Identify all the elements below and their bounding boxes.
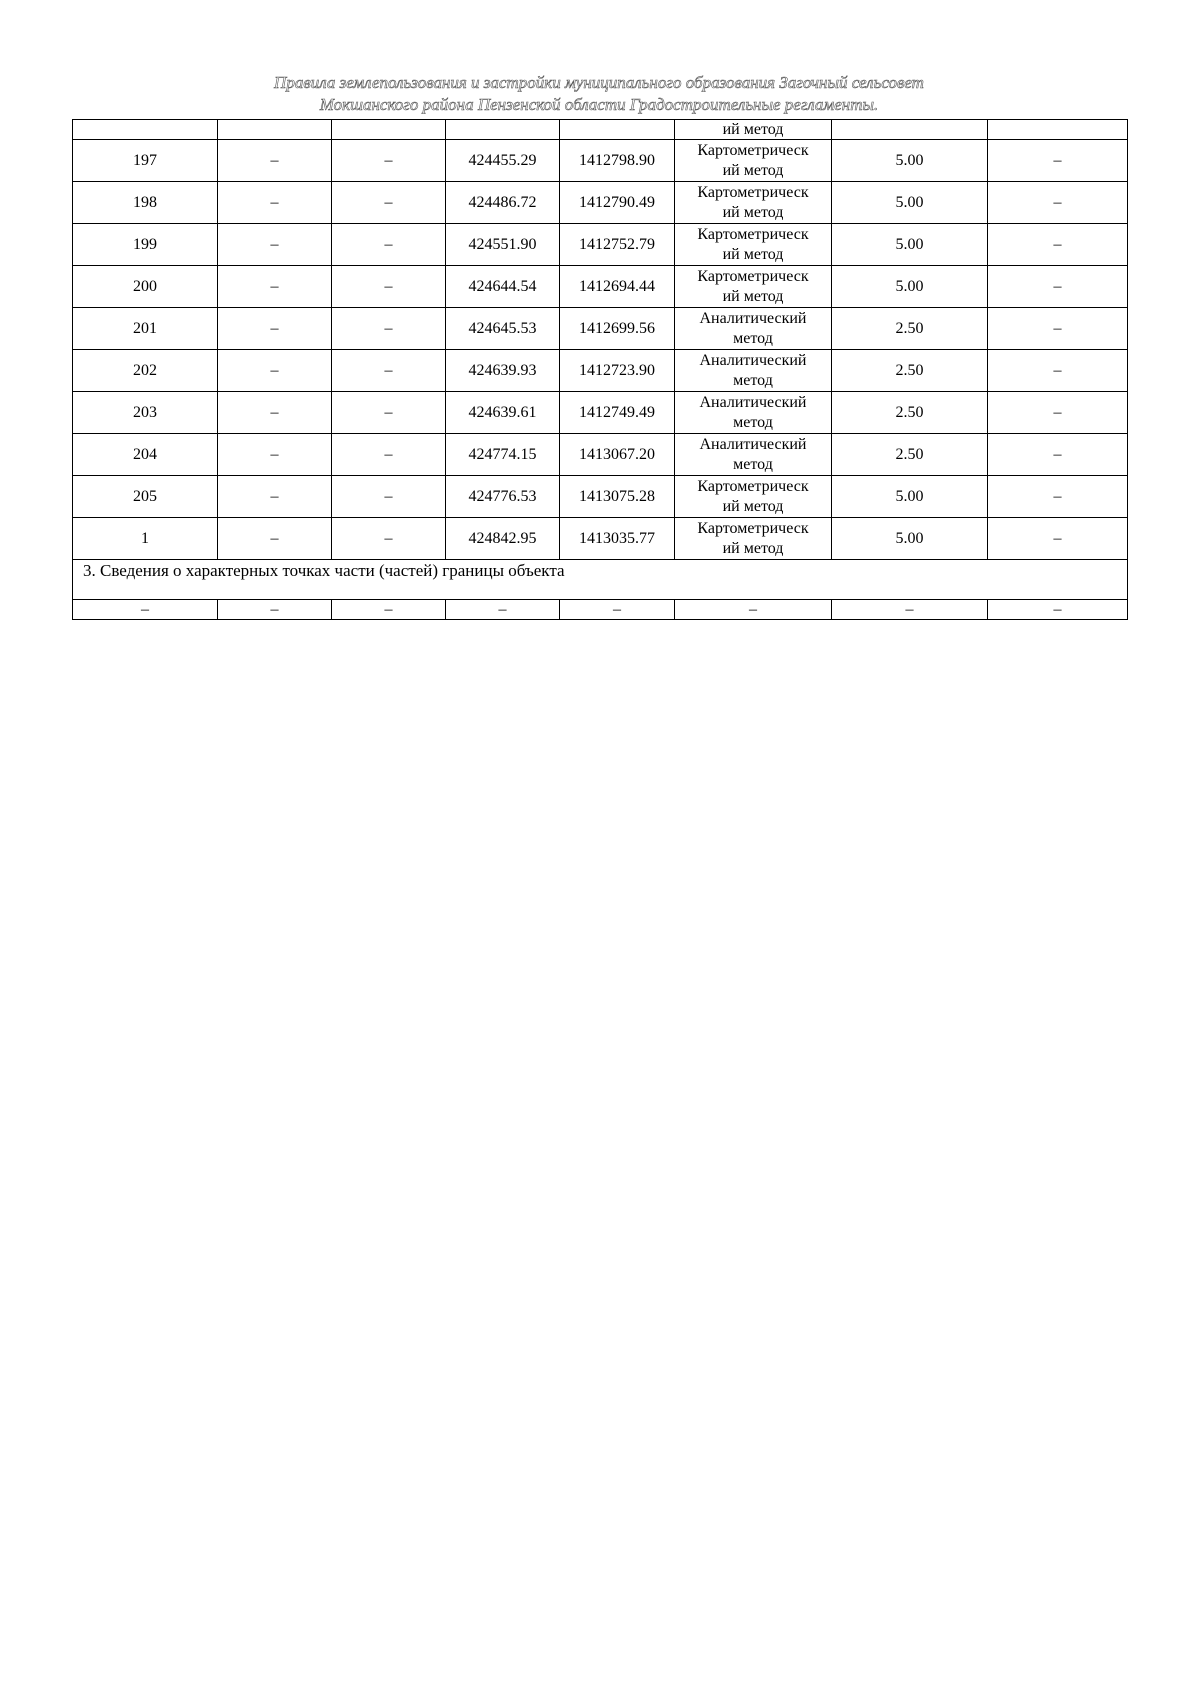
y-coordinate-cell: 1412694.44	[560, 266, 675, 308]
method-cell	[675, 476, 832, 518]
table-cell: –	[332, 600, 446, 620]
table-row	[73, 266, 1128, 308]
table-cell	[218, 120, 332, 140]
table-row	[73, 476, 1128, 518]
method-cell	[675, 140, 832, 182]
method-line-2: метод	[733, 371, 773, 389]
table-row	[73, 224, 1128, 266]
boundary-points-table	[72, 119, 1128, 620]
method-line-2: ий метод	[722, 497, 784, 515]
method-line-1: Картометрическ	[697, 267, 809, 285]
table-row	[73, 182, 1128, 224]
table-row	[73, 308, 1128, 350]
x-coordinate-cell: 424639.93	[446, 350, 560, 392]
accuracy-cell: 2.50	[832, 392, 988, 434]
y-coordinate-cell: 1412749.49	[560, 392, 675, 434]
table-cell: –	[218, 350, 332, 392]
y-coordinate-cell: 1412790.49	[560, 182, 675, 224]
table-cell: ий метод	[675, 120, 832, 140]
table-cell: –	[73, 600, 218, 620]
method-cell	[675, 266, 832, 308]
method-cell	[675, 392, 832, 434]
method-line-1: Картометрическ	[697, 183, 809, 201]
table-cell: –	[988, 350, 1128, 392]
y-coordinate-cell: 1412752.79	[560, 224, 675, 266]
x-coordinate-cell: 424774.15	[446, 434, 560, 476]
point-number-cell: 204	[73, 434, 218, 476]
table-row	[73, 392, 1128, 434]
table-cell	[73, 120, 218, 140]
table-cell: –	[332, 518, 446, 560]
point-number-cell: 197	[73, 140, 218, 182]
table-cell: –	[332, 266, 446, 308]
point-number-cell: 202	[73, 350, 218, 392]
table-cell: –	[218, 600, 332, 620]
x-coordinate-cell: 424639.61	[446, 392, 560, 434]
table-cell: –	[218, 182, 332, 224]
accuracy-cell: 5.00	[832, 518, 988, 560]
table-cell: –	[332, 434, 446, 476]
method-line-1: Картометрическ	[697, 519, 809, 537]
accuracy-cell: 2.50	[832, 308, 988, 350]
table-cell: –	[988, 308, 1128, 350]
table-row	[73, 518, 1128, 560]
y-coordinate-cell: 1412798.90	[560, 140, 675, 182]
table-row	[73, 434, 1128, 476]
x-coordinate-cell: 424842.95	[446, 518, 560, 560]
table-cell: –	[988, 182, 1128, 224]
table-cell: –	[332, 350, 446, 392]
table-cell: –	[218, 476, 332, 518]
point-number-cell: 205	[73, 476, 218, 518]
continuation-row	[73, 120, 1128, 140]
x-coordinate-cell: 424455.29	[446, 140, 560, 182]
table-cell	[988, 120, 1128, 140]
method-line-2: ий метод	[722, 161, 784, 179]
table-cell: –	[988, 140, 1128, 182]
header-line-2: Мокшанского района Пензенской области Градостроительные регламенты.	[319, 95, 879, 114]
table-cell: –	[988, 224, 1128, 266]
y-coordinate-cell: 1413075.28	[560, 476, 675, 518]
table-cell	[332, 120, 446, 140]
x-coordinate-cell: 424645.53	[446, 308, 560, 350]
method-cell	[675, 518, 832, 560]
table-cell: –	[988, 476, 1128, 518]
x-coordinate-cell: 424551.90	[446, 224, 560, 266]
accuracy-cell: 2.50	[832, 350, 988, 392]
table-cell: –	[832, 600, 988, 620]
method-line-2: метод	[733, 455, 773, 473]
table-cell	[446, 120, 560, 140]
method-line-1: Аналитический	[699, 393, 807, 411]
table-cell: –	[218, 518, 332, 560]
table-cell	[560, 120, 675, 140]
method-cell	[675, 182, 832, 224]
point-number-cell: 1	[73, 518, 218, 560]
accuracy-cell: 5.00	[832, 476, 988, 518]
table-cell: –	[218, 140, 332, 182]
accuracy-cell: 2.50	[832, 434, 988, 476]
point-number-cell: 203	[73, 392, 218, 434]
accuracy-cell: 5.00	[832, 224, 988, 266]
table-cell: –	[560, 600, 675, 620]
empty-data-row	[73, 600, 1128, 620]
accuracy-cell: 5.00	[832, 140, 988, 182]
table-cell: –	[988, 518, 1128, 560]
method-line-2: ий метод	[722, 287, 784, 305]
method-line-1: Картометрическ	[697, 141, 809, 159]
point-number-cell: 198	[73, 182, 218, 224]
table-cell: –	[218, 392, 332, 434]
table-cell: –	[332, 182, 446, 224]
table-cell: –	[988, 600, 1128, 620]
y-coordinate-cell: 1412723.90	[560, 350, 675, 392]
table-cell: –	[218, 224, 332, 266]
y-coordinate-cell: 1412699.56	[560, 308, 675, 350]
table-cell: –	[218, 434, 332, 476]
method-line-1: Аналитический	[699, 435, 807, 453]
section-row	[73, 560, 1128, 600]
method-cell	[675, 224, 832, 266]
table-cell: –	[332, 476, 446, 518]
table-cell: –	[332, 392, 446, 434]
table-cell: –	[988, 266, 1128, 308]
method-line-2: метод	[733, 413, 773, 431]
page-header	[72, 72, 1126, 116]
method-line-1: Аналитический	[699, 309, 807, 327]
y-coordinate-cell: 1413067.20	[560, 434, 675, 476]
method-line-2: ий метод	[722, 539, 784, 557]
table-cell: –	[446, 600, 560, 620]
table-row	[73, 140, 1128, 182]
table-cell: –	[988, 392, 1128, 434]
table-cell: –	[675, 600, 832, 620]
method-line-2: метод	[733, 329, 773, 347]
accuracy-cell: 5.00	[832, 266, 988, 308]
method-cell	[675, 434, 832, 476]
method-line-2: ий метод	[722, 245, 784, 263]
header-line-1: Правила землепользования и застройки муниципального образования Загочный сельсовет	[274, 73, 924, 92]
point-number-cell: 200	[73, 266, 218, 308]
accuracy-cell: 5.00	[832, 182, 988, 224]
x-coordinate-cell: 424486.72	[446, 182, 560, 224]
method-cell	[675, 308, 832, 350]
method-line-1: Аналитический	[699, 351, 807, 369]
table-cell: –	[332, 140, 446, 182]
x-coordinate-cell: 424776.53	[446, 476, 560, 518]
table-cell: –	[332, 308, 446, 350]
table-cell: –	[988, 434, 1128, 476]
table-cell	[832, 120, 988, 140]
method-cell	[675, 350, 832, 392]
table-cell: –	[218, 308, 332, 350]
point-number-cell: 201	[73, 308, 218, 350]
section-title: 3. Сведения о характерных точках части (частей) границы объекта	[73, 560, 1128, 600]
point-number-cell: 199	[73, 224, 218, 266]
table-cell: –	[332, 224, 446, 266]
y-coordinate-cell: 1413035.77	[560, 518, 675, 560]
method-line-1: Картометрическ	[697, 225, 809, 243]
table-row	[73, 350, 1128, 392]
method-line-1: Картометрическ	[697, 477, 809, 495]
table-cell: –	[218, 266, 332, 308]
x-coordinate-cell: 424644.54	[446, 266, 560, 308]
method-line-2: ий метод	[722, 203, 784, 221]
